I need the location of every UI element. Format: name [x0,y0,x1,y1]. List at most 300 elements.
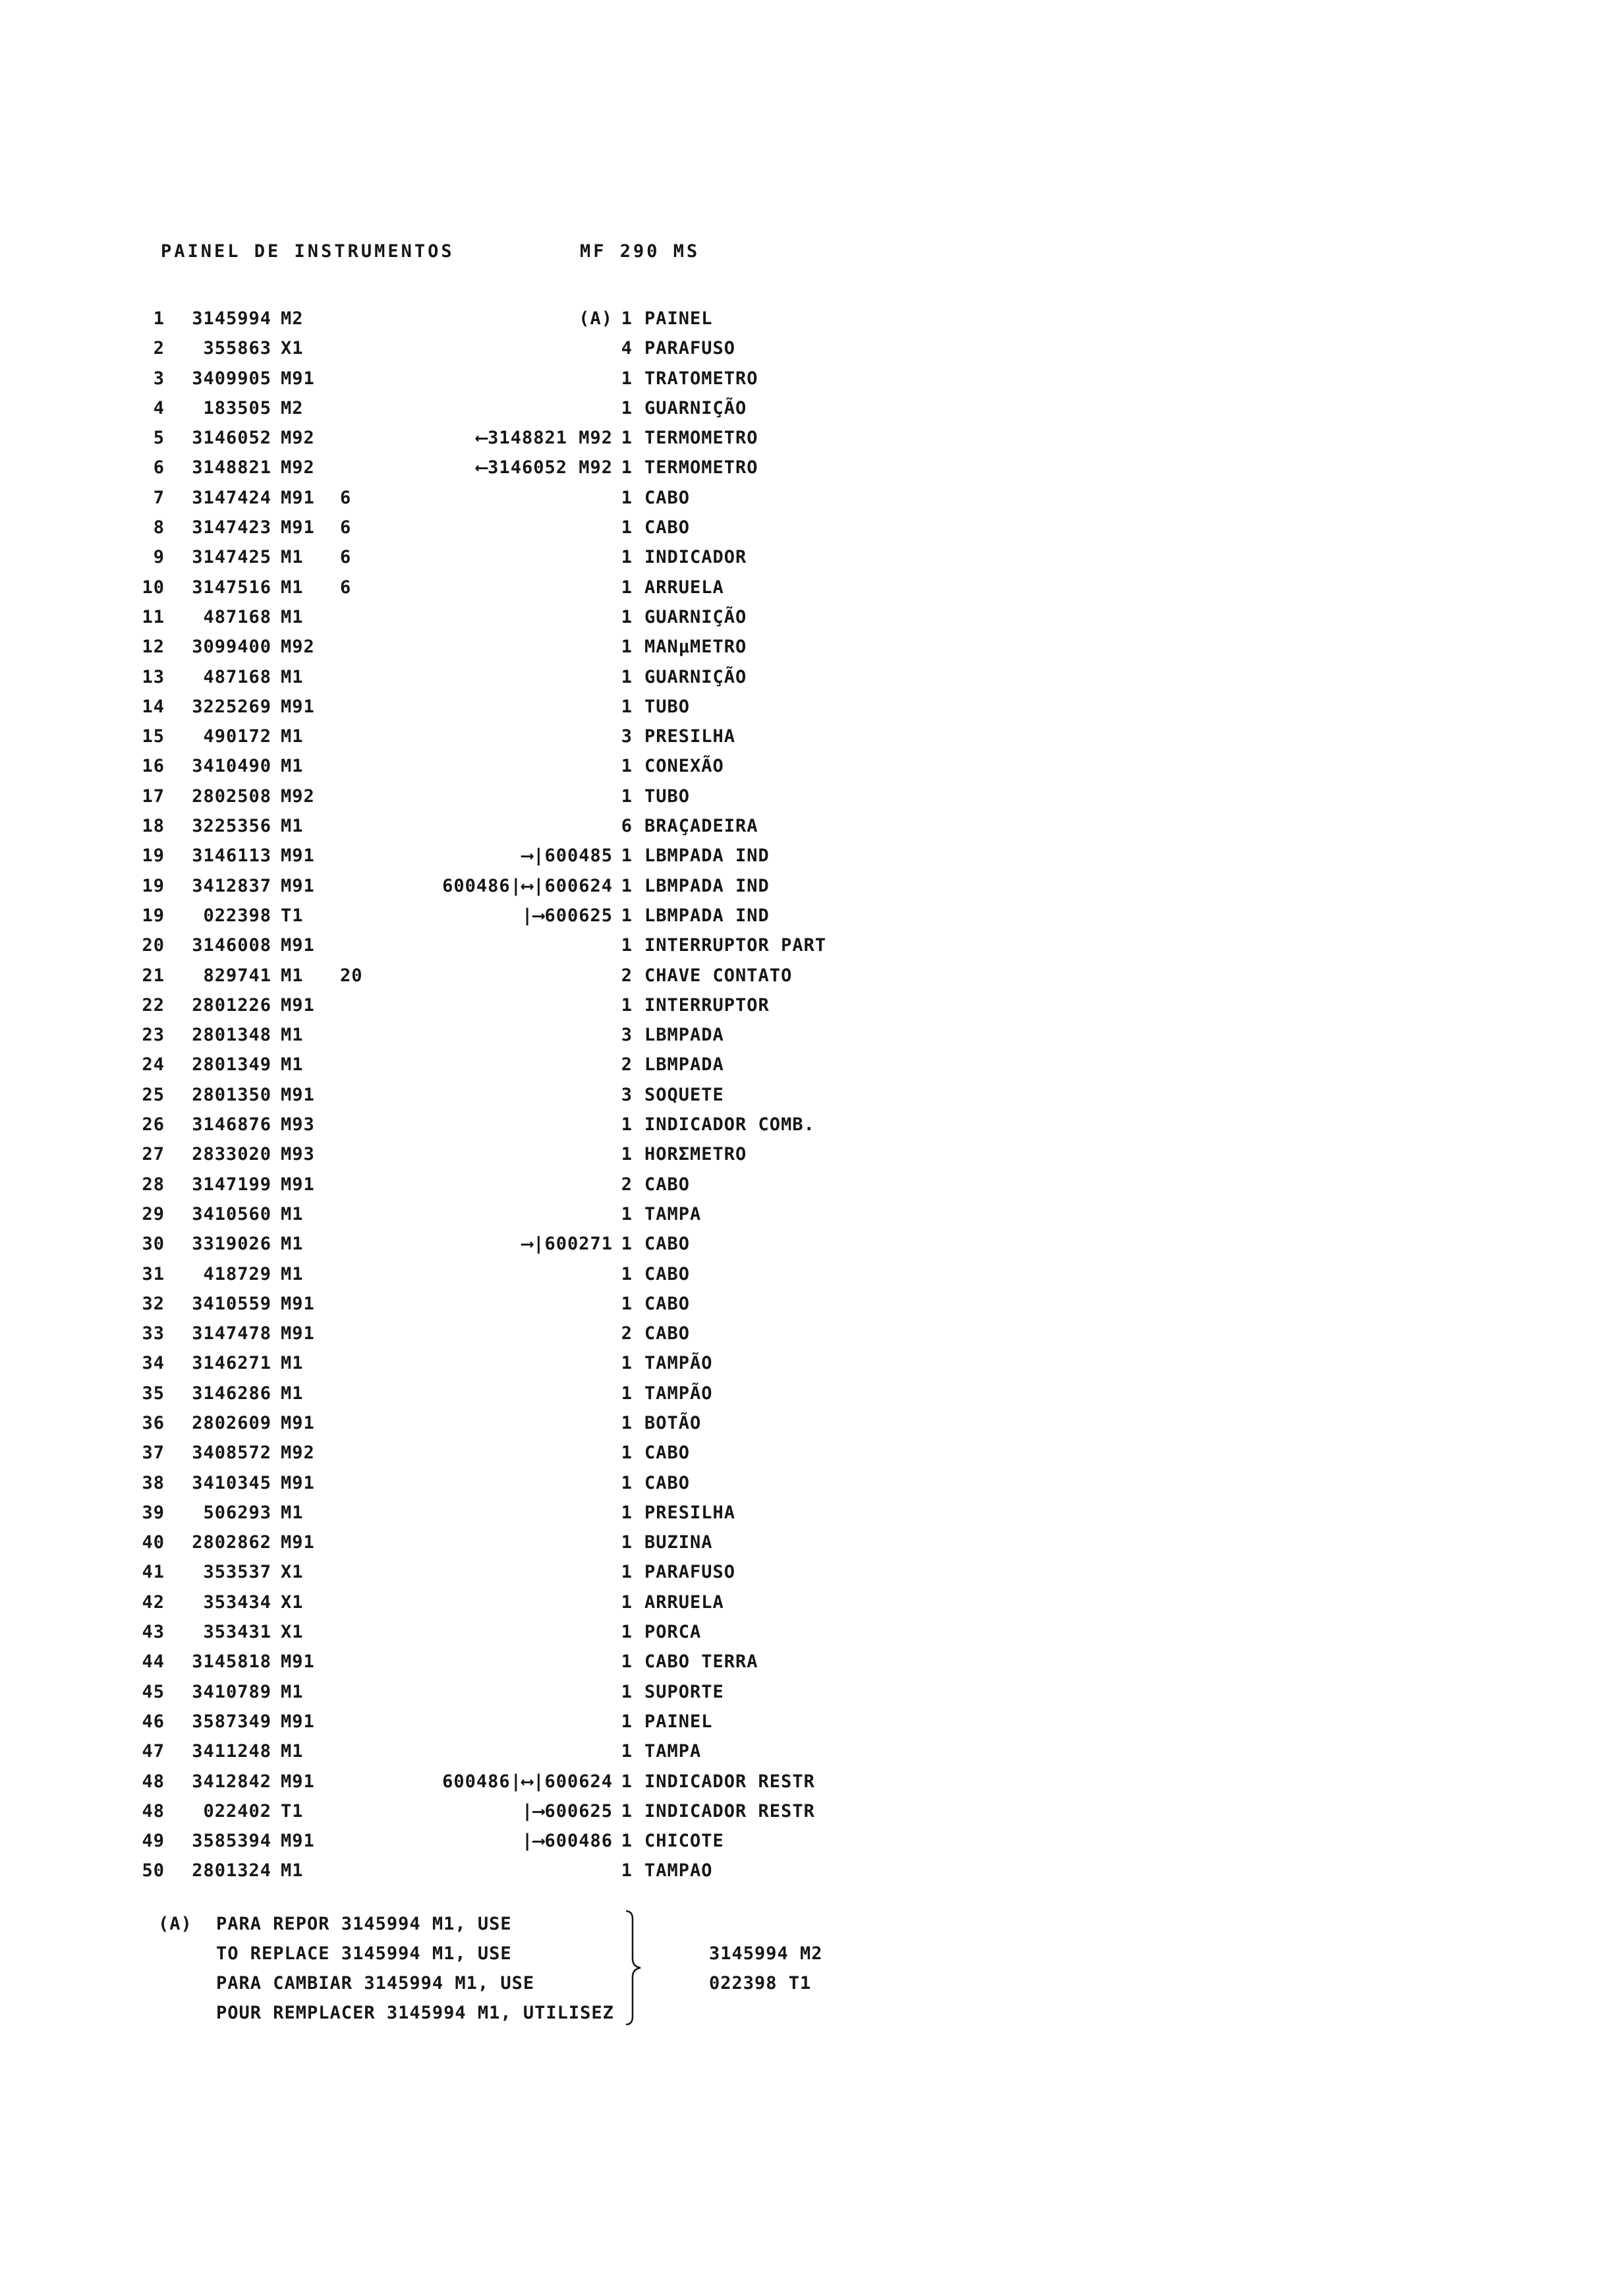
table-row [0,1408,1619,1437]
quantity: 1 [621,577,633,598]
description: GUARNIÇÃO [644,606,747,627]
description: CONEXÃO [644,756,724,777]
model-code: M91 [281,1771,315,1792]
table-row [0,1169,1619,1199]
part-number: 353434 [203,1592,271,1613]
part-number: 2801324 [192,1860,271,1881]
model-code: M91 [281,368,315,389]
parts-list [0,303,1619,1885]
table-row [0,811,1619,840]
serial-note: |⟶600625 [521,905,613,926]
description: CABO [644,1472,691,1493]
model-code: X1 [281,1592,304,1613]
quantity: 1 [621,905,633,926]
table-row [0,1079,1619,1109]
item-number: 12 [142,637,165,658]
quantity: 2 [621,965,633,986]
part-number: 3145818 [192,1651,271,1673]
part-number: 3148821 [192,457,271,478]
item-number: 47 [142,1741,165,1762]
part-number: 2802508 [192,786,271,807]
table-row [0,1736,1619,1765]
description: TAMPÃO [644,1353,713,1374]
part-number: 3147425 [192,547,271,568]
part-number: 3147423 [192,517,271,538]
item-number: 2 [153,338,165,359]
quantity: 1 [621,1502,633,1523]
quantity: 1 [621,1771,633,1792]
description: TERMOMETRO [644,457,758,478]
table-row [0,631,1619,661]
description: CABO [644,1293,691,1314]
table-row [0,1378,1619,1408]
description: LBMPADA IND [644,905,770,926]
serial-note: ⟵3148821 M92 [476,428,613,449]
description: PORCA [644,1622,702,1643]
footnote-line-fr: POUR REMPLACER 3145994 M1, UTILISEZ [216,2003,614,2023]
part-number: 3410345 [192,1472,271,1493]
model-code: M1 [281,1234,304,1255]
item-number: 7 [153,487,165,508]
table-row [0,990,1619,1019]
part-number: 3225269 [192,696,271,717]
model-code: M2 [281,397,304,418]
item-number: 16 [142,756,165,777]
model-code: M91 [281,517,315,538]
item-number: 34 [142,1353,165,1374]
table-row [0,1288,1619,1318]
quantity: 1 [621,1234,633,1255]
table-row [0,781,1619,811]
quantity: 1 [621,1443,633,1464]
item-number: 19 [142,875,165,896]
part-number: 022398 [203,905,271,926]
item-number: 24 [142,1054,165,1076]
part-number: 3409905 [192,368,271,389]
model-code: T1 [281,905,304,926]
table-row [0,1825,1619,1855]
model-code: M1 [281,1741,304,1762]
quantity: 2 [621,1323,633,1344]
quantity: 1 [621,1472,633,1493]
table-row [0,1855,1619,1885]
part-number: 3147424 [192,487,271,508]
table-row [0,363,1619,393]
description: CABO [644,1174,691,1195]
item-number: 36 [142,1412,165,1433]
item-number: 8 [153,517,165,538]
table-row [0,1139,1619,1168]
table-row [0,1259,1619,1288]
quantity: 1 [621,487,633,508]
table-row [0,1677,1619,1706]
table-row [0,1109,1619,1139]
model-code: M91 [281,1084,315,1105]
description: TAMPÃO [644,1383,713,1404]
model-code: M1 [281,606,304,627]
description: INDICADOR [644,547,747,568]
model-code: M91 [281,1323,315,1344]
quantity: 1 [621,1263,633,1284]
description: BUZINA [644,1532,713,1553]
quantity: 1 [621,1562,633,1583]
part-number: 2802862 [192,1532,271,1553]
model-code: M2 [281,308,304,329]
table-row [0,871,1619,900]
model-code: M1 [281,1353,304,1374]
item-number: 9 [153,547,165,568]
description: ARRUELA [644,1592,724,1613]
quantity: 1 [621,368,633,389]
model-code: M91 [281,1711,315,1732]
quantity: 3 [621,726,633,747]
model-code: M91 [281,1651,315,1673]
part-number: 2801348 [192,1025,271,1046]
model-code: M92 [281,428,315,449]
quantity: 1 [621,1203,633,1224]
curly-brace-icon [623,1909,643,2027]
item-number: 26 [142,1114,165,1135]
model-code: M1 [281,1025,304,1046]
quantity: 1 [621,1622,633,1643]
description: MANµMETRO [644,637,747,658]
table-row [0,452,1619,482]
table-row [0,1796,1619,1825]
table-row [0,1049,1619,1079]
quantity: 2 [621,1174,633,1195]
item-number: 20 [142,935,165,956]
item-number: 3 [153,368,165,389]
quantity: 1 [621,1741,633,1762]
model-code: M1 [281,1383,304,1404]
part-number: 3145994 [192,308,271,329]
table-row [0,333,1619,362]
item-number: 33 [142,1323,165,1344]
description: TAMPA [644,1203,702,1224]
quantity: 1 [621,1114,633,1135]
part-number: 3225356 [192,816,271,837]
model-code: M1 [281,816,304,837]
quantity: 1 [621,846,633,867]
table-row [0,303,1619,333]
serial-note: |⟶600486 [521,1831,613,1852]
quantity: 1 [621,397,633,418]
item-number: 18 [142,816,165,837]
model-code: M91 [281,1174,315,1195]
part-number: 355863 [203,338,271,359]
model-code: M91 [281,846,315,867]
reference-number: 6 [340,577,352,598]
table-row [0,1617,1619,1646]
item-number: 35 [142,1383,165,1404]
table-row [0,1706,1619,1736]
description: LBMPADA IND [644,846,770,867]
quantity: 2 [621,1054,633,1076]
replacement-part-2: 022398 T1 [709,1973,812,1994]
model-code: M1 [281,577,304,598]
part-number: 3146113 [192,846,271,867]
description: INTERRUPTOR [644,994,770,1016]
quantity: 1 [621,1592,633,1613]
part-number: 2833020 [192,1144,271,1165]
description: BRAÇADEIRA [644,816,758,837]
table-row [0,840,1619,870]
description: PAINEL [644,308,713,329]
reference-number: 6 [340,547,352,568]
table-row [0,1587,1619,1617]
part-number: 183505 [203,397,271,418]
model-code: M91 [281,696,315,717]
table-row [0,900,1619,930]
part-number: 3412842 [192,1771,271,1792]
table-row [0,393,1619,422]
model-code: M92 [281,637,315,658]
description: PRESILHA [644,726,736,747]
description: BOTÃO [644,1412,702,1433]
serial-note: ⟶|600271 [521,1234,613,1255]
item-number: 40 [142,1532,165,1553]
part-number: 3147478 [192,1323,271,1344]
part-number: 353537 [203,1562,271,1583]
item-number: 14 [142,696,165,717]
quantity: 1 [621,786,633,807]
model-code: M91 [281,1472,315,1493]
model-code: X1 [281,1622,304,1643]
part-number: 829741 [203,965,271,986]
item-number: 45 [142,1681,165,1702]
model-code: M1 [281,666,304,687]
reference-number: 6 [340,517,352,538]
item-number: 38 [142,1472,165,1493]
description: LBMPADA IND [644,875,770,896]
description: CABO [644,487,691,508]
description: SUPORTE [644,1681,724,1702]
part-number: 487168 [203,666,271,687]
table-row [0,1348,1619,1377]
description: LBMPADA [644,1025,724,1046]
item-number: 37 [142,1443,165,1464]
model-code: M91 [281,1293,315,1314]
item-number: 48 [142,1771,165,1792]
item-number: 25 [142,1084,165,1105]
table-row [0,1468,1619,1497]
quantity: 1 [621,1412,633,1433]
item-number: 17 [142,786,165,807]
item-number: 6 [153,457,165,478]
quantity: 1 [621,637,633,658]
item-number: 22 [142,994,165,1016]
quantity: 1 [621,1532,633,1553]
description: INTERRUPTOR PART [644,935,827,956]
item-number: 49 [142,1831,165,1852]
description: CABO [644,1443,691,1464]
item-number: 50 [142,1860,165,1881]
quantity: 1 [621,517,633,538]
table-row [0,1527,1619,1557]
model-code: M92 [281,1443,315,1464]
table-row [0,751,1619,780]
item-number: 10 [142,577,165,598]
model-code: T1 [281,1800,304,1822]
table-row [0,960,1619,990]
part-number: 3146052 [192,428,271,449]
part-number: 3410560 [192,1203,271,1224]
serial-note: |⟶600625 [521,1800,613,1822]
item-number: 23 [142,1025,165,1046]
quantity: 1 [621,1800,633,1822]
item-number: 4 [153,397,165,418]
model-label: MF 290 MS [580,241,700,262]
description: TAMPA [644,1741,702,1762]
part-number: 490172 [203,726,271,747]
item-number: 19 [142,905,165,926]
part-number: 3146876 [192,1114,271,1135]
page-title: PAINEL DE INSTRUMENTOS [161,241,455,262]
table-row [0,422,1619,452]
quantity: 1 [621,1353,633,1374]
item-number: 32 [142,1293,165,1314]
table-row [0,482,1619,512]
description: GUARNIÇÃO [644,397,747,418]
reference-number: 6 [340,487,352,508]
part-number: 3410490 [192,756,271,777]
model-code: M91 [281,1831,315,1852]
item-number: 39 [142,1502,165,1523]
description: GUARNIÇÃO [644,666,747,687]
description: CHAVE CONTATO [644,965,793,986]
model-code: M92 [281,457,315,478]
description: CABO [644,1263,691,1284]
table-row [0,1497,1619,1527]
model-code: M91 [281,875,315,896]
quantity: 1 [621,1831,633,1852]
model-code: M93 [281,1114,315,1135]
description: TUBO [644,696,691,717]
item-number: 27 [142,1144,165,1165]
reference-number: 20 [340,965,363,986]
quantity: 3 [621,1084,633,1105]
item-number: 15 [142,726,165,747]
quantity: 1 [621,696,633,717]
table-row [0,1318,1619,1348]
description: ARRUELA [644,577,724,598]
description: PAINEL [644,1711,713,1732]
item-number: 29 [142,1203,165,1224]
model-code: X1 [281,1562,304,1583]
part-number: 2801350 [192,1084,271,1105]
quantity: 1 [621,1651,633,1673]
part-number: 418729 [203,1263,271,1284]
table-row [0,1766,1619,1796]
quantity: 1 [621,1681,633,1702]
item-number: 44 [142,1651,165,1673]
table-row [0,572,1619,602]
part-number: 3147199 [192,1174,271,1195]
footnote-marker: (A) [158,1914,192,1934]
item-number: 1 [153,308,165,329]
model-code: M91 [281,935,315,956]
table-row [0,1228,1619,1258]
part-number: 3146271 [192,1353,271,1374]
model-code: M91 [281,994,315,1016]
description: CABO [644,1234,691,1255]
item-number: 43 [142,1622,165,1643]
quantity: 1 [621,1144,633,1165]
quantity: 1 [621,1383,633,1404]
table-row [0,512,1619,542]
quantity: 1 [621,1860,633,1881]
quantity: 1 [621,1293,633,1314]
part-number: 3099400 [192,637,271,658]
quantity: 1 [621,606,633,627]
part-number: 487168 [203,606,271,627]
description: PARAFUSO [644,1562,736,1583]
item-number: 5 [153,428,165,449]
quantity: 1 [621,875,633,896]
table-row [0,1437,1619,1467]
item-number: 41 [142,1562,165,1583]
quantity: 3 [621,1025,633,1046]
model-code: M1 [281,1203,304,1224]
table-row [0,1646,1619,1676]
item-number: 48 [142,1800,165,1822]
quantity: 1 [621,666,633,687]
description: INDICADOR RESTR [644,1771,815,1792]
model-code: M1 [281,1502,304,1523]
description: CABO TERRA [644,1651,758,1673]
quantity: 1 [621,994,633,1016]
table-row [0,1019,1619,1049]
description: TUBO [644,786,691,807]
quantity: 1 [621,457,633,478]
part-number: 3410789 [192,1681,271,1702]
part-number: 3146286 [192,1383,271,1404]
quantity: 1 [621,547,633,568]
quantity: 1 [621,428,633,449]
table-row [0,721,1619,751]
table-row [0,662,1619,691]
model-code: M1 [281,547,304,568]
quantity: 1 [621,935,633,956]
item-number: 31 [142,1263,165,1284]
model-code: M93 [281,1144,315,1165]
part-number: 3146008 [192,935,271,956]
description: HORΣMETRO [644,1144,747,1165]
part-number: 506293 [203,1502,271,1523]
model-code: M1 [281,965,304,986]
description: SOQUETE [644,1084,724,1105]
serial-note: 600486|⟷|600624 [442,1771,613,1792]
quantity: 4 [621,338,633,359]
item-number: 30 [142,1234,165,1255]
part-number: 353431 [203,1622,271,1643]
model-code: M1 [281,726,304,747]
item-number: 42 [142,1592,165,1613]
table-row [0,542,1619,571]
part-number: 3587349 [192,1711,271,1732]
footnote-line-es: PARA CAMBIAR 3145994 M1, USE [216,1973,535,1994]
model-code: M1 [281,1860,304,1881]
table-row [0,930,1619,960]
serial-note: ⟶|600485 [521,846,613,867]
part-number: 3585394 [192,1831,271,1852]
model-code: M1 [281,1054,304,1076]
replacement-part-1: 3145994 M2 [709,1943,823,1964]
quantity: 1 [621,1711,633,1732]
part-number: 3411248 [192,1741,271,1762]
model-code: M92 [281,786,315,807]
model-code: M91 [281,487,315,508]
